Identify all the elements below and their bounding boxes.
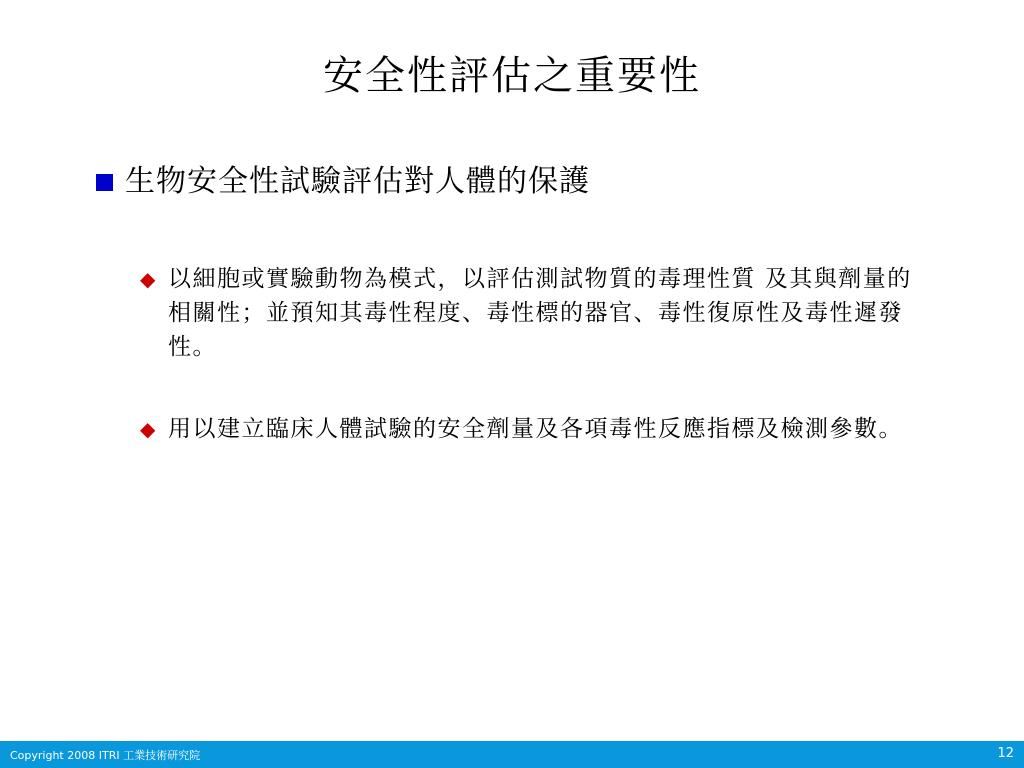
- bullet-level1-text: 生物安全性試驗評估對人體的保護: [125, 164, 590, 199]
- slide-title: 安全性評估之重要性: [323, 53, 701, 99]
- bullet-level1: [96, 162, 956, 202]
- footer-copyright: Copyright 2008 ITRI 工業技術研究院: [10, 749, 201, 762]
- square-bullet-icon: [96, 174, 113, 191]
- bullet-level2-text: 用以建立臨床人體試驗的安全劑量及各項毒性反應指標及檢測參數。: [168, 416, 903, 442]
- page-number: 12: [997, 746, 1014, 761]
- bullet-level2-text: 以細胞或實驗動物為模式，以評估測試物質的毒理性質 及其與劑量的相關性；並預知其毒性程度、毒性標的器官、毒性復原性及毒性遲發性。: [168, 266, 912, 360]
- bullet-level2-item: [140, 262, 940, 364]
- bullet-level2-item: [140, 412, 940, 446]
- diamond-bullet-icon: ◆: [140, 267, 156, 291]
- diamond-bullet-icon: ◆: [140, 417, 156, 441]
- footer-bar: [0, 741, 1024, 768]
